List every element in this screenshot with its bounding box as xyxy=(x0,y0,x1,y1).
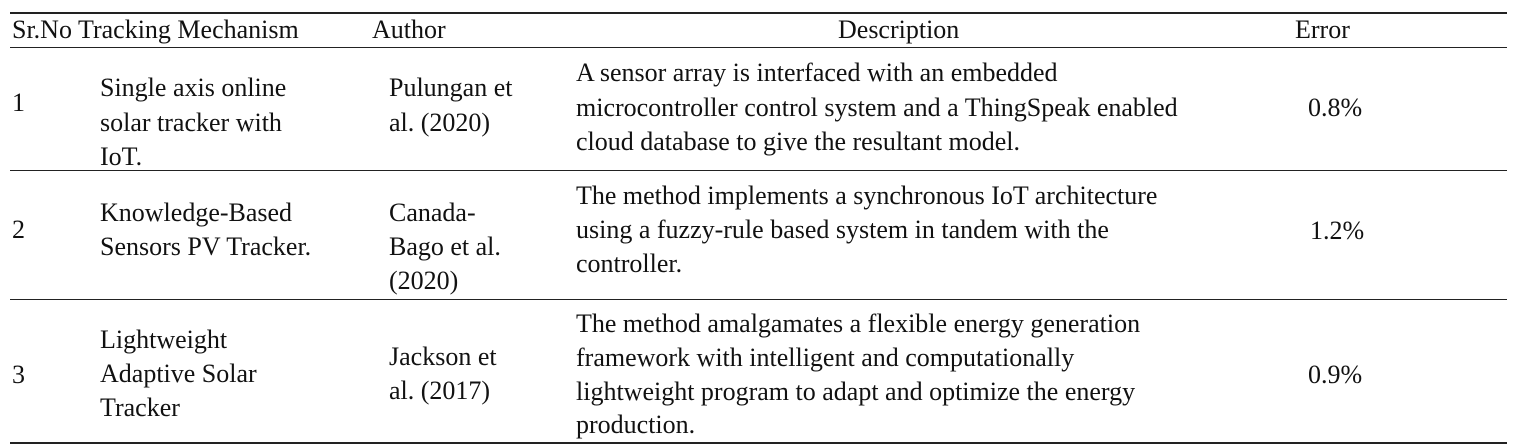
row-3-mechanism-line-2: Adaptive Solar xyxy=(100,359,257,388)
header-description: Description xyxy=(838,15,960,44)
row-1-description-line-3: cloud database to give the resultant model. xyxy=(576,127,1021,156)
row-1-description-line-1: A sensor array is interfaced with an embedded xyxy=(576,58,1058,87)
row-3-description-line-3: lightweight program to adapt and optimize the energy xyxy=(576,377,1136,406)
header-tracking-mechanism: Tracking Mechanism xyxy=(78,15,299,44)
table-top-rule xyxy=(10,12,1507,14)
row-2-bottom-rule xyxy=(10,299,1507,300)
row-3-description-line-2: framework with intelligent and computationally xyxy=(576,343,1075,372)
row-1-mechanism-line-3: IoT. xyxy=(100,142,143,171)
row-1-sr-no: 1 xyxy=(12,88,25,117)
row-1-error: 0.8% xyxy=(1308,93,1363,122)
row-3-sr-no: 3 xyxy=(12,360,25,389)
row-3-description-line-1: The method amalgamates a flexible energy generation xyxy=(576,309,1141,338)
row-2-mechanism-line-1: Knowledge-Based xyxy=(100,198,293,227)
row-1-mechanism-line-2: solar tracker with xyxy=(100,108,282,137)
row-1-author-line-2: al. (2020) xyxy=(389,108,491,137)
row-3-author-line-2: al. (2017) xyxy=(389,376,491,405)
row-2-author-line-3: (2020) xyxy=(389,266,459,295)
row-2-author-line-1: Canada- xyxy=(389,198,476,227)
row-3-author-line-1: Jackson et xyxy=(389,342,497,371)
row-2-mechanism-line-2: Sensors PV Tracker. xyxy=(100,232,312,261)
header-author: Author xyxy=(372,15,446,44)
row-2-description-line-3: controller. xyxy=(576,249,683,278)
table-bottom-rule xyxy=(10,442,1507,444)
row-1-description-line-2: microcontroller control system and a ThingSpeak enabled xyxy=(576,93,1178,122)
row-3-description-line-4: production. xyxy=(576,410,696,439)
header-sr-no: Sr.No xyxy=(12,15,72,44)
row-2-author-line-2: Bago et al. xyxy=(389,232,501,261)
row-2-error: 1.2% xyxy=(1310,216,1365,245)
row-3-mechanism-line-1: Lightweight xyxy=(100,325,228,354)
header-error: Error xyxy=(1295,15,1350,44)
row-2-sr-no: 2 xyxy=(12,215,25,244)
row-2-description-line-1: The method implements a synchronous IoT architecture xyxy=(576,181,1158,210)
row-1-author-line-1: Pulungan et xyxy=(389,73,513,102)
row-3-error: 0.9% xyxy=(1308,360,1363,389)
row-2-description-line-2: using a fuzzy-rule based system in tandem with the xyxy=(576,215,1109,244)
row-1-bottom-rule xyxy=(10,170,1507,171)
row-3-mechanism-line-3: Tracker xyxy=(100,393,180,422)
header-bottom-rule xyxy=(10,47,1507,48)
row-1-mechanism-line-1: Single axis online xyxy=(100,73,287,102)
